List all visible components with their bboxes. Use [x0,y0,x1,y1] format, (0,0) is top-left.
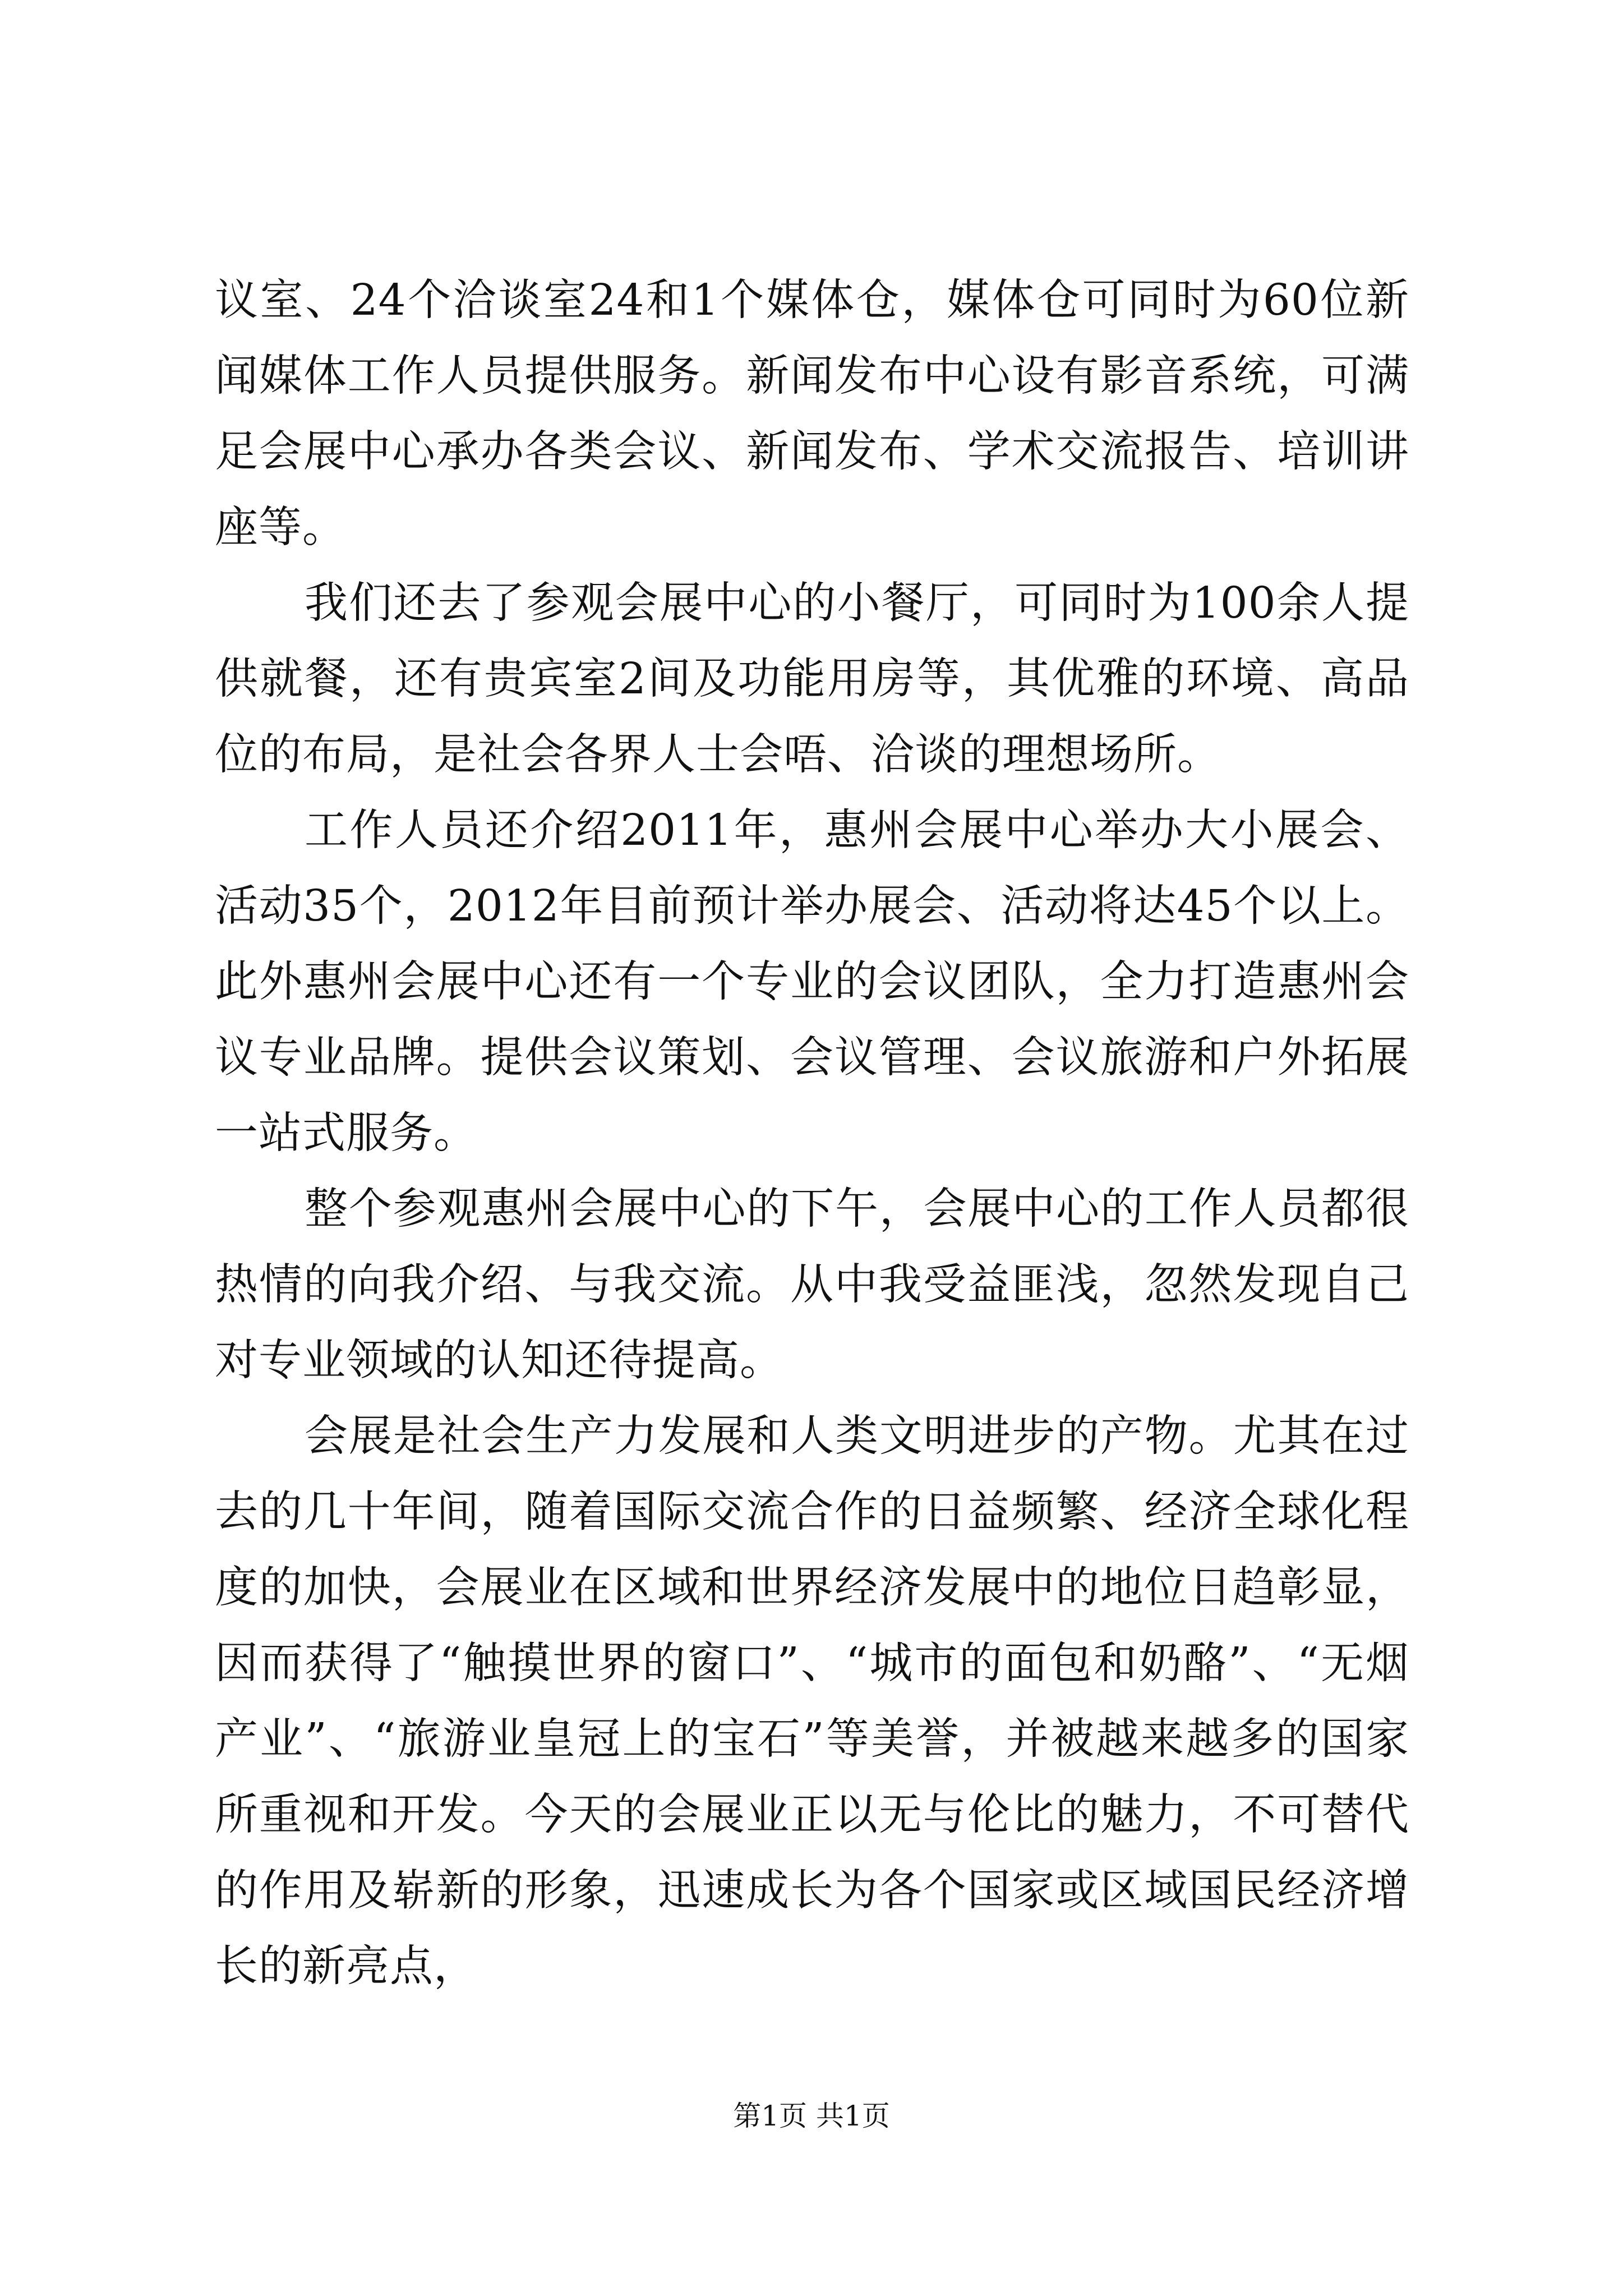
page-footer: 第1页 共1页 [733,2100,890,2132]
paragraph-visit-reflection: 整个参观惠州会展中心的下午，会展中心的工作人员都很热情的向我介绍、与我交流。从中我受益匪浅，忽然发现自己对专业领域的认知还待提高。 [215,1184,1409,1386]
document-body [215,263,1409,2004]
paragraph-exhibition-industry: 会展是社会生产力发展和人类文明进步的产物。尤其在过去的几十年间，随着国际交流合作的日益频繁、经济全球化程度的加快，会展业在区域和世界经济发展中的地位日趋彰显，因而获得了“触摸世界的窗口”、“城市的面包和奶酪”、“无烟产业”、“旅游业皇冠上的宝石”等美誉，并被越来越多的国家所重视和开发。今天的会展业正以无与伦比的魅力，不可替代的作用及崭新的形象，迅速成长为各个国家或区域国民经济增长的新亮点， [215,1411,1409,1991]
paragraph-continued: 议室、24个洽谈室24和1个媒体仓，媒体仓可同时为60位新闻媒体工作人员提供服务。新闻发布中心设有影音系统，可满足会展中心承办各类会议、新闻发布、学术交流报告、培训讲座等。 [215,275,1409,553]
paragraph-dining-hall: 我们还去了参观会展中心的小餐厅，可同时为100余人提供就餐，还有贵宾室2间及功能用房等，其优雅的环境、高品位的布局，是社会各界人士会唔、洽谈的理想场所。 [215,578,1409,780]
paragraph-events-statistics: 工作人员还介绍2011年，惠州会展中心举办大小展会、活动35个，2012年目前预计举办展会、活动将达45个以上。此外惠州会展中心还有一个专业的会议团队，全力打造惠州会议专业品牌。提供会议策划、会议管理、会议旅游和户外拓展一站式服务。 [215,806,1409,1158]
